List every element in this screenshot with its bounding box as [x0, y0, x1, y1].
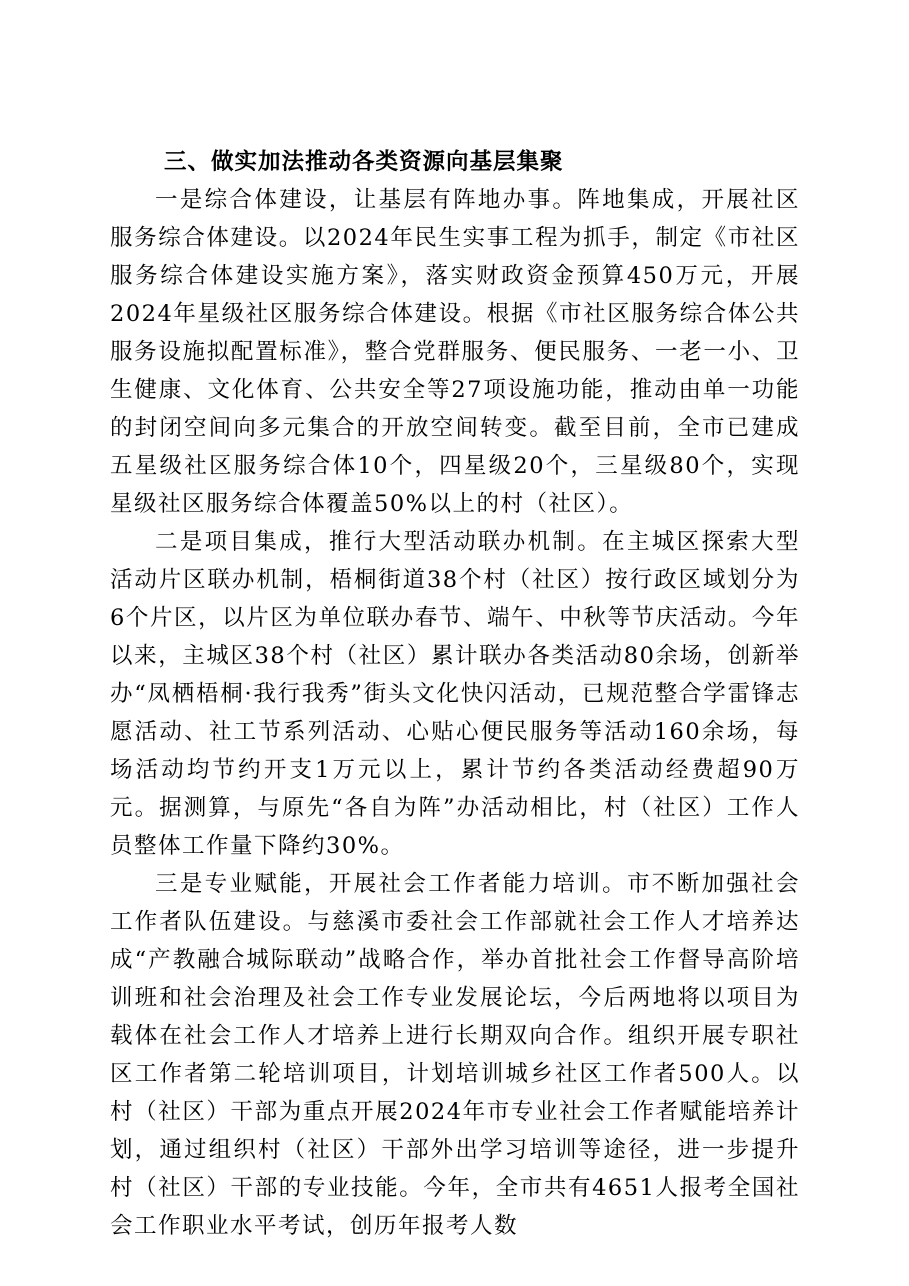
paragraph-complex-construction: 一是综合体建设，让基层有阵地办事。阵地集成，开展社区服务综合体建设。以2024年民生实事工程为抓手，制定《市社区服务综合体建设实施方案》，落实财政资金预算450万元，开展2024年星级社区服务综合体建设。根据《市社区服务综合体公共服务设施拟配置标准》，整合党群服务、便民服务、一老一小、卫生健康、文化体育、公共安全等27项设施功能，推动由单一功能的封闭空间向多元集合的开放空间转变。截至目前，全市已建成五星级社区服务综合体10个，四星级20个，三星级80个，实现星级社区服务综合体覆盖50%以上的村（社区）。 [110, 187, 800, 517]
paragraph-professional-training: 三是专业赋能，开展社会工作者能力培训。市不断加强社会工作者队伍建设。与慈溪市委社会工作部就社会工作人才培养达成“产教融合城际联动”战略合作，举办首批社会工作督导高阶培训班和社会治理及社会工作专业发展论坛，今后两地将以项目为载体在社会工作人才培养上进行长期双向合作。组织开展专职社区工作者第二轮培训项目，计划培训城乡社区工作者500人。以村（社区）干部为重点开展2024年市专业社会工作者赋能培养计划，通过组织村（社区）干部外出学习培训等途径，进一步提升村（社区）干部的专业技能。今年，全市共有4651人报考全国社会工作职业水平考试，创历年报考人数 [110, 871, 800, 1239]
section-heading: 三、做实加法推动各类资源向基层集聚 [164, 149, 564, 175]
paragraph-project-integration: 二是项目集成，推行大型活动联办机制。在主城区探索大型活动片区联办机制，梧桐街道38个村（社区）按行政区域划分为6个片区，以片区为单位联办春节、端午、中秋等节庆活动。今年以来，主城区38个村（社区）累计联办各类活动80余场，创新举办“凤栖梧桐·我行我秀”街头文化快闪活动，已规范整合学雷锋志愿活动、社工节系列活动、心贴心便民服务等活动160余场，每场活动均节约开支1万元以上，累计节约各类活动经费超90万元。据测算，与原先“各自为阵”办活动相比，村（社区）工作人员整体工作量下降约30%。 [110, 529, 800, 859]
document-body [110, 143, 800, 1245]
